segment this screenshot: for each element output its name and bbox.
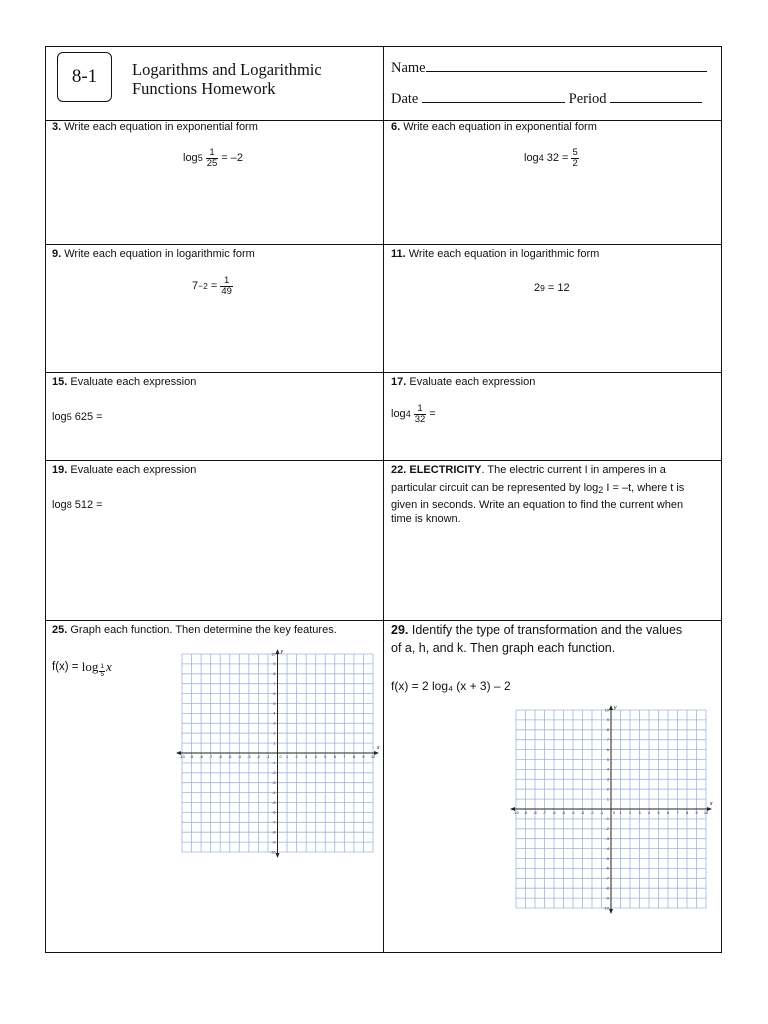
- page-title: [132, 61, 322, 99]
- problem-number: 29.: [391, 623, 409, 637]
- x-tick-label: -3: [247, 755, 251, 759]
- title-line-1: Logarithms and Logarithmic: [132, 60, 322, 79]
- fraction: $\frac{1}{25}$: [206, 147, 218, 169]
- x-tick-label: -4: [571, 811, 575, 815]
- origin-label: 0: [613, 811, 616, 815]
- x-tick-label: -2: [590, 811, 594, 815]
- y-tick-label: 3: [606, 777, 609, 782]
- y-axis-arrow-down: [609, 909, 613, 914]
- x-tick-label: 5: [657, 811, 660, 815]
- y-tick-label: 9: [606, 718, 609, 723]
- y-tick-label: 8: [606, 728, 609, 733]
- x-tick-label: -4: [237, 755, 241, 759]
- x-tick-label: 6: [333, 755, 336, 759]
- x-tick-label: -6: [218, 755, 222, 759]
- x-tick-label: -8: [533, 811, 537, 815]
- x-tick-label: 10: [703, 811, 709, 815]
- name-blank[interactable]: [426, 59, 707, 72]
- y-tick-label: -7: [605, 876, 609, 881]
- x-axis-label: x: [710, 801, 713, 807]
- problem-11-equation: 2 9 = 12: [534, 282, 570, 294]
- problem-15-prompt: [52, 375, 196, 390]
- coordinate-grid-29[interactable]: [509, 704, 713, 914]
- column-divider: [383, 46, 384, 953]
- y-tick-label: -10: [603, 906, 609, 911]
- y-axis-label: y: [614, 705, 617, 711]
- y-tick-label: -3: [605, 837, 609, 841]
- y-tick-label: -5: [272, 800, 276, 805]
- x-tick-label: -9: [189, 755, 194, 759]
- problem-instruction: Evaluate each expression: [70, 376, 197, 388]
- x-tick-label: 8: [352, 755, 355, 759]
- x-tick-label: -9: [523, 811, 528, 815]
- y-tick-label: -2: [605, 827, 609, 832]
- y-tick-label: -3: [272, 781, 276, 785]
- x-tick-label: 2: [295, 755, 298, 759]
- x-tick-label: -7: [542, 811, 547, 815]
- y-tick-label: 5: [606, 757, 609, 762]
- x-tick-label: 10: [370, 755, 376, 759]
- y-axis-label: y: [280, 649, 283, 655]
- period-label: Period: [568, 91, 607, 107]
- coordinate-grid-25[interactable]: [176, 648, 380, 860]
- x-tick-label: -3: [580, 811, 585, 815]
- y-tick-label: 6: [273, 691, 276, 696]
- row-divider: [45, 372, 722, 373]
- x-tick-label: -1: [266, 755, 270, 759]
- fraction: $\frac{5}{2}$: [572, 147, 578, 169]
- problem-number: 3.: [52, 121, 62, 133]
- problem-11-prompt: [391, 247, 599, 262]
- lesson-badge: 8-1: [57, 52, 112, 102]
- y-tick-label: -9: [272, 840, 276, 845]
- problem-6-equation: log 4 32 = $\frac{5}{2}$: [524, 147, 578, 169]
- y-tick-label: 5: [273, 701, 276, 706]
- x-tick-label: -1: [599, 811, 604, 815]
- x-tick-label: 4: [314, 755, 317, 759]
- x-tick-label: -8: [199, 755, 203, 759]
- x-tick-label: 4: [647, 811, 651, 815]
- x-tick-label: 5: [324, 755, 327, 759]
- problem-number: 11.: [391, 248, 406, 260]
- y-tick-label: -4: [272, 790, 276, 795]
- period-blank[interactable]: [610, 90, 702, 103]
- y-tick-label: 2: [606, 787, 609, 792]
- y-tick-label: 9: [273, 662, 276, 667]
- y-tick-label: 10: [271, 652, 276, 657]
- problem-29-function: f(x) = 2 log₄ (x + 3) – 2: [391, 679, 511, 693]
- x-tick-label: -7: [208, 755, 213, 759]
- y-tick-label: 4: [273, 711, 276, 716]
- x-tick-label: 7: [676, 811, 679, 815]
- y-tick-label: 3: [273, 721, 276, 726]
- name-label: Name: [391, 60, 426, 76]
- fraction: $\frac{1}{49}$: [221, 275, 232, 297]
- problem-22-prompt: 22. ELECTRICITY. The electric current I in amperes in a particular circuit can be represented by $\log_2 I = -t$, where t is given in seconds. Write an equation to find the current when time is known.: [391, 464, 685, 525]
- problem-number: 15.: [52, 376, 68, 388]
- problem-number: 17.: [391, 376, 407, 388]
- y-tick-label: -6: [605, 866, 609, 871]
- problem-9-equation: 7 −2 = $\frac{1}{49}$: [192, 275, 232, 297]
- problem-number: 25.: [52, 624, 68, 636]
- problem-instruction: Write each equation in logarithmic form: [408, 248, 600, 260]
- x-tick-label: -5: [228, 755, 232, 759]
- y-tick-label: 4: [606, 767, 609, 772]
- y-axis-arrow: [276, 649, 280, 654]
- y-tick-label: 1: [273, 741, 276, 746]
- row-divider: [45, 244, 722, 245]
- problem-instruction: Evaluate each expression: [70, 464, 197, 476]
- y-tick-label: 8: [273, 672, 276, 677]
- y-tick-label: -10: [270, 850, 276, 855]
- x-tick-label: 3: [638, 811, 641, 815]
- date-label: Date: [391, 91, 419, 107]
- x-tick-label: -5: [561, 811, 566, 815]
- problem-instruction: Graph each function. Then determine the key features.: [70, 624, 337, 636]
- x-tick-label: 3: [305, 755, 308, 759]
- y-axis-arrow: [609, 705, 613, 710]
- problem-25-prompt: [52, 623, 337, 638]
- problem-6-prompt: [391, 120, 597, 135]
- problem-17-equation: log 4 $\frac{1}{32}$ =: [391, 403, 436, 425]
- x-tick-label: -10: [179, 755, 185, 759]
- x-tick-label: 9: [695, 811, 698, 815]
- x-tick-label: 1: [619, 811, 622, 815]
- x-tick-label: -2: [256, 755, 261, 759]
- y-tick-label: -7: [272, 820, 276, 825]
- row-divider: [45, 620, 722, 621]
- name-field[interactable]: [391, 59, 707, 77]
- problem-topic: ELECTRICITY: [409, 464, 482, 476]
- problem-17-prompt: [391, 375, 535, 390]
- problem-instruction: Write each equation in logarithmic form: [64, 248, 255, 260]
- x-axis-label: x: [377, 745, 380, 751]
- x-tick-label: -6: [552, 811, 556, 815]
- title-line-2: Functions Homework: [132, 78, 276, 98]
- x-tick-label: 6: [666, 811, 670, 815]
- problem-number: 6.: [391, 121, 401, 133]
- y-tick-label: 10: [604, 708, 609, 713]
- problem-3-equation: log 5 $\frac{1}{25}$ = –2: [183, 147, 243, 169]
- problem-instruction: Write each equation in exponential form: [64, 121, 258, 133]
- problem-25-function: f(x) = log $\frac{1}{5}$ x: [52, 659, 112, 678]
- fraction: $\frac{1}{32}$: [414, 403, 426, 425]
- date-blank[interactable]: [422, 90, 565, 103]
- y-tick-label: -1: [605, 817, 609, 822]
- log-base-fraction: $\frac{1}{5}$: [100, 663, 104, 678]
- x-tick-label: 7: [343, 755, 346, 759]
- y-tick-label: 6: [606, 747, 609, 752]
- problem-number: 22.: [391, 464, 407, 476]
- x-tick-label: 2: [628, 811, 632, 815]
- problem-instruction: Evaluate each expression: [409, 376, 536, 388]
- y-axis-arrow-down: [276, 853, 280, 858]
- y-tick-label: -2: [272, 771, 276, 776]
- problem-3-prompt: [52, 120, 258, 135]
- row-divider: [45, 460, 722, 461]
- y-tick-label: -9: [605, 896, 609, 901]
- y-tick-label: -4: [605, 846, 609, 851]
- x-tick-label: 9: [362, 755, 365, 759]
- y-tick-label: 2: [273, 731, 276, 736]
- y-tick-label: 7: [606, 738, 609, 742]
- x-tick-label: 1: [285, 755, 289, 759]
- y-tick-label: -5: [605, 856, 609, 861]
- y-tick-label: -8: [272, 830, 276, 835]
- y-tick-label: -8: [605, 886, 609, 891]
- date-period-fields: [391, 90, 702, 108]
- y-tick-label: 7: [273, 682, 276, 686]
- problem-number: 9.: [52, 248, 62, 260]
- problem-29-prompt: 29. Identify the type of transformation and the values of a, h, and k. Then graph each function.: [391, 623, 683, 655]
- problem-9-prompt: [52, 247, 255, 262]
- problem-instruction: Write each equation in exponential form: [403, 121, 597, 133]
- y-tick-label: -6: [272, 810, 276, 815]
- y-tick-label: -1: [272, 761, 276, 766]
- x-tick-label: 8: [685, 811, 689, 815]
- problem-number: 19.: [52, 464, 68, 476]
- problem-19-equation: log 8 512 =: [52, 499, 103, 511]
- origin-label: 0: [279, 755, 282, 759]
- x-tick-label: -10: [513, 811, 519, 815]
- problem-15-equation: log 5 625 =: [52, 411, 103, 423]
- problem-19-prompt: [52, 463, 196, 478]
- y-tick-label: 1: [606, 797, 609, 802]
